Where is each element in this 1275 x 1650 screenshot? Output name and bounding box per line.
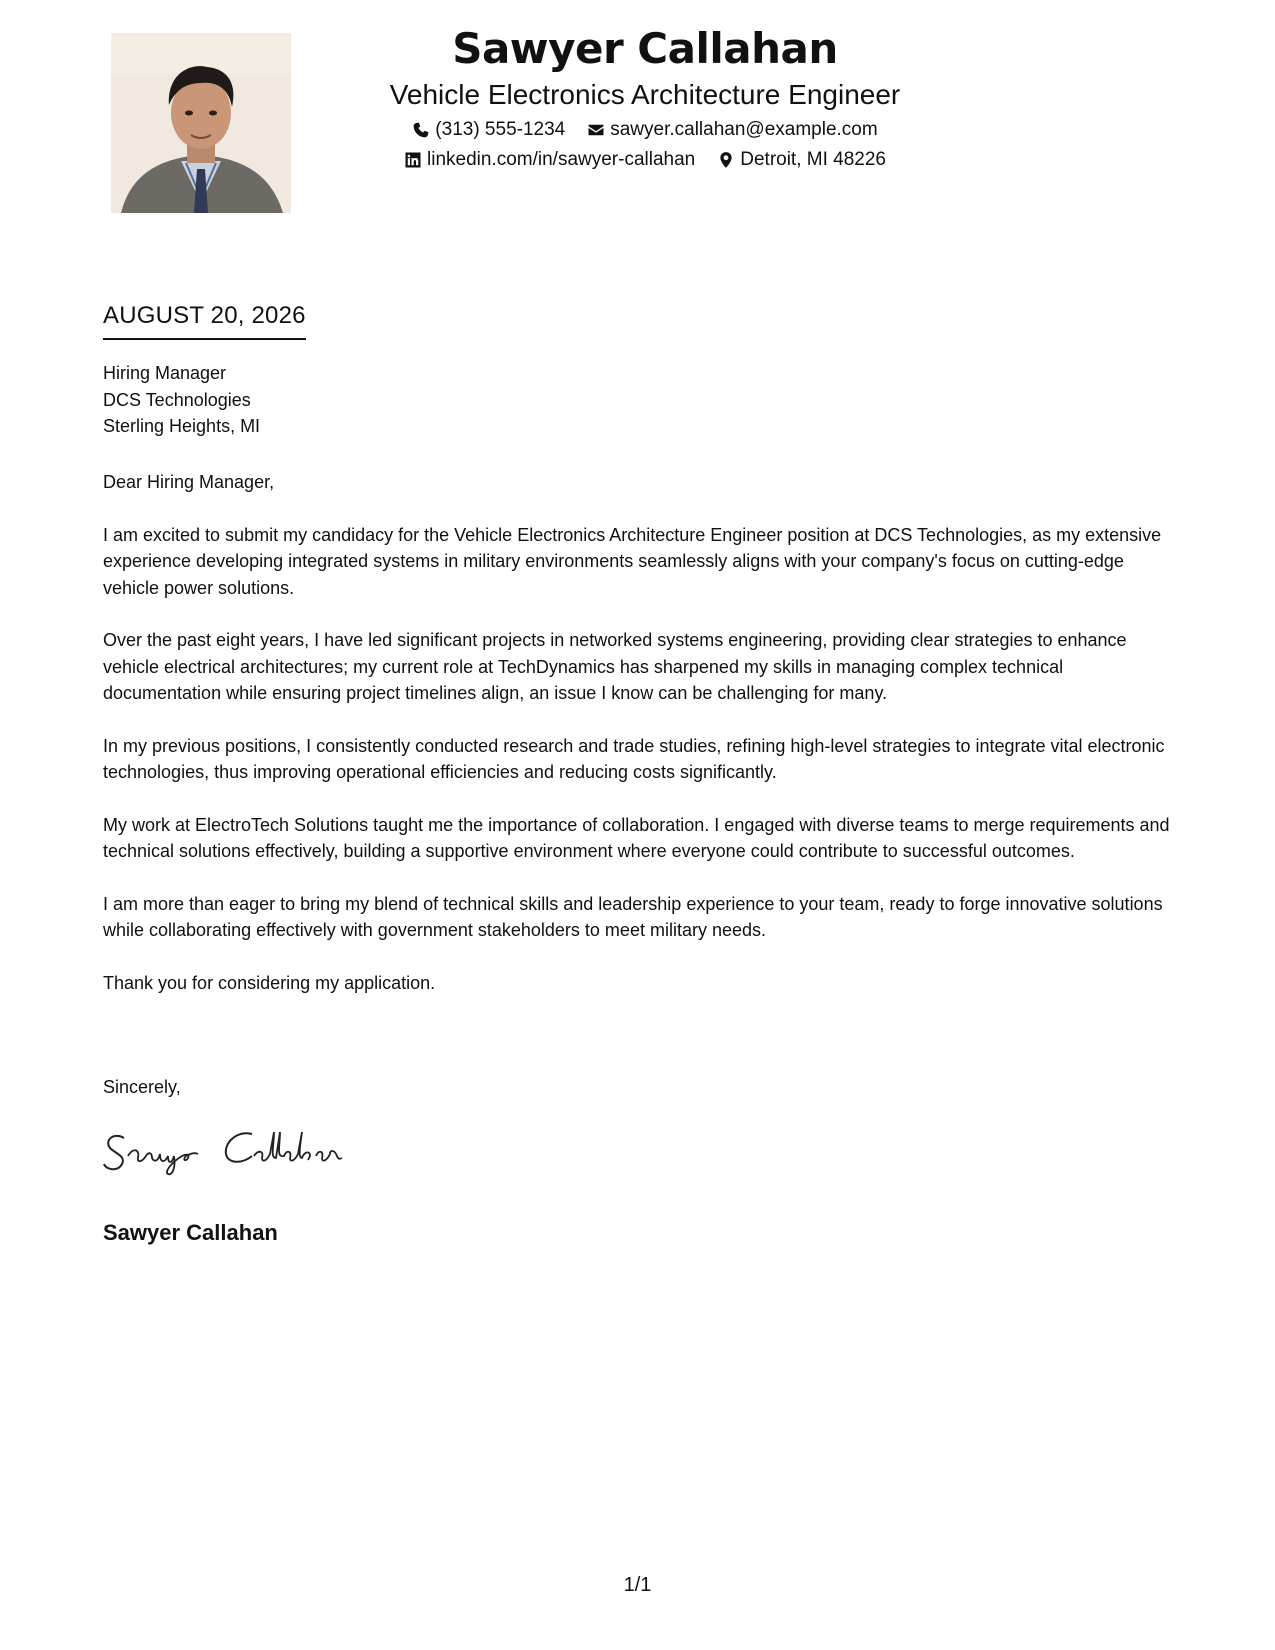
body-paragraph: Over the past eight years, I have led significant projects in networked systems engineering, providing clear strategies to enhance vehicle electrical architectures; my current role at TechDynamics has sharpened my skills in managing complex technical documentation while ensuring project timelines align, an issue I know can be challenging for many. xyxy=(103,630,1127,703)
recipient-line: Sterling Heights, MI xyxy=(103,416,261,436)
email-contact[interactable] xyxy=(587,118,877,142)
salutation: Dear Hiring Manager, xyxy=(103,472,275,492)
date-block xyxy=(103,300,306,340)
recipient-line: Hiring Manager xyxy=(103,363,227,383)
body-paragraph: Thank you for considering my application. xyxy=(103,972,436,993)
signer-name: Sawyer Callahan xyxy=(103,1220,278,1245)
body-paragraph: In my previous positions, I consistently conducted research and trade studies, refining high-level strategies to integrate vital electronic technologies, thus improving operational efficiencies and reducing costs significantly. xyxy=(103,735,1165,782)
body-paragraph: I am more than eager to bring my blend of technical skills and leadership experience to your team, ready to forge innovative solutions while collaborating effectively with government stakeholders to meet military needs. xyxy=(103,893,1163,940)
location-text: Detroit, MI 48226 xyxy=(740,149,886,170)
body-paragraph: My work at ElectroTech Solutions taught me the importance of collaboration. I engaged with diverse teams to merge requirements and technical solutions effectively, building a supportive environment where everyone could contribute to successful outcomes. xyxy=(103,814,1170,861)
profile-photo xyxy=(111,33,291,213)
signature-image xyxy=(102,1118,372,1183)
candidate-name: Sawyer Callahan xyxy=(452,24,838,73)
letter-date: AUGUST 20, 2026 xyxy=(103,300,306,340)
recipient-line: DCS Technologies xyxy=(103,389,251,410)
linkedin-contact[interactable] xyxy=(404,148,695,172)
location-contact xyxy=(717,148,886,172)
letter-body xyxy=(103,469,1183,1022)
email-text: sawyer.callahan@example.com xyxy=(610,119,878,140)
page-number: 1/1 xyxy=(623,1574,652,1596)
contact-row-1 xyxy=(300,118,990,142)
contact-row-2 xyxy=(300,148,990,172)
linkedin-icon xyxy=(404,151,422,169)
linkedin-text: linkedin.com/in/sawyer-callahan xyxy=(427,149,696,170)
closing: Sincerely, xyxy=(103,1077,181,1097)
envelope-icon xyxy=(587,121,605,139)
job-title: Vehicle Electronics Architecture Engineer xyxy=(389,79,901,110)
phone-icon xyxy=(412,121,430,139)
recipient-block xyxy=(103,360,260,440)
phone-text: (313) 555-1234 xyxy=(435,119,566,140)
header xyxy=(300,22,990,172)
body-paragraph: I am excited to submit my candidacy for the Vehicle Electronics Architecture Engineer position at DCS Technologies, as my extensive experience developing integrated systems in military environments seamlessly aligns with your company's focus on cutting-edge vehicle power solutions. xyxy=(103,524,1162,598)
map-pin-icon xyxy=(717,151,735,169)
phone-contact[interactable] xyxy=(412,118,565,142)
